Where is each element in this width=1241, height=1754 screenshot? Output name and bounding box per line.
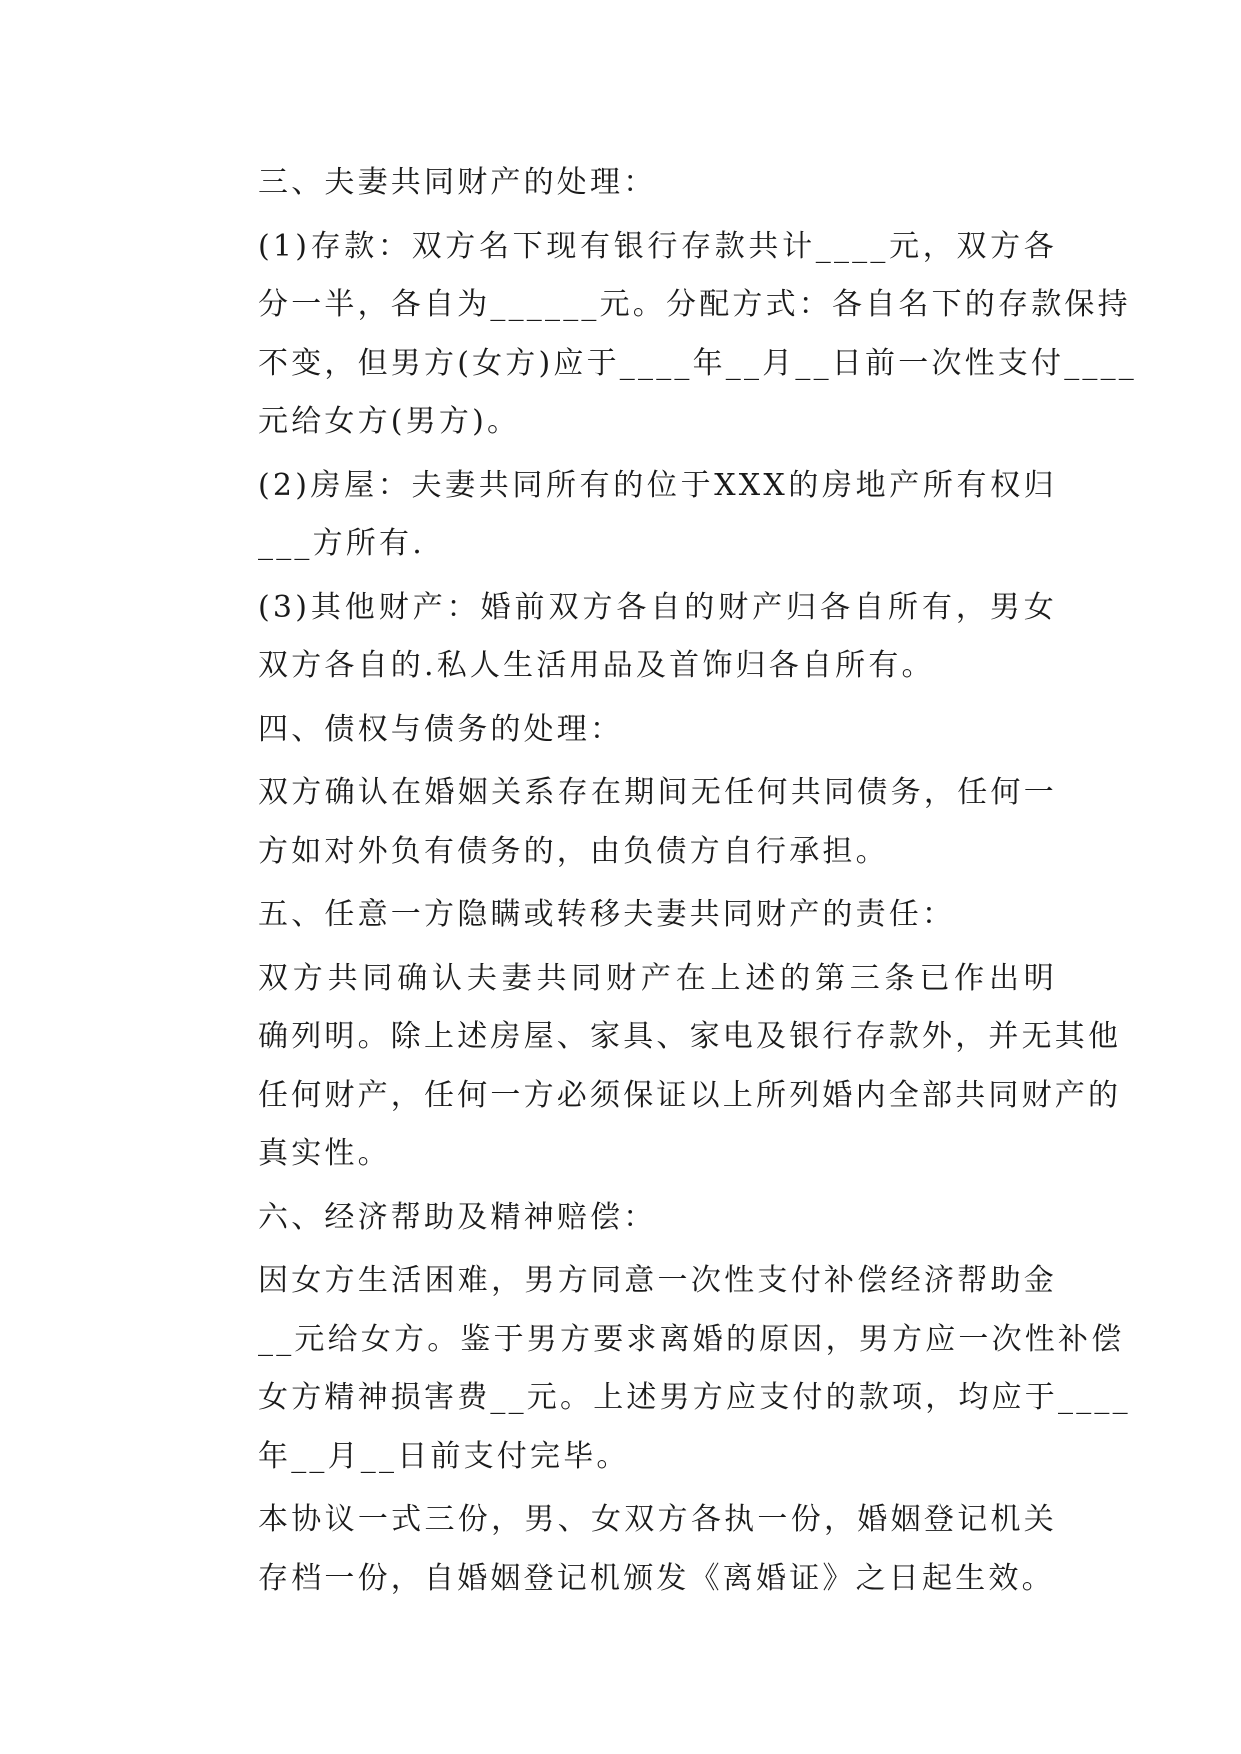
text-line: 六、经济帮助及精神赔偿： [258,1199,657,1235]
paragraph-other-property [192,579,1057,696]
text-line: 三、夫妻共同财产的处理： [258,165,657,200]
text-line: (2)房屋：夫妻共同所有的位于XXX的房地产所有权归 [258,467,1057,503]
text-line: ___方所有. [258,526,425,561]
paragraph-deposits [192,218,1138,452]
text-line: 元给女方(男方)。 [258,404,521,439]
text-line: 真实性。 [258,1136,391,1171]
text-line: (1)存款：双方名下现有银行存款共计____元，双方各 [258,228,1057,264]
section-heading-concealment [192,886,1057,945]
text-line: 分一半，各自为______元。分配方式：各自名下的存款保持 [258,287,1131,322]
paragraph-debts [192,764,1057,881]
text-line: __元给女方。鉴于男方要求离婚的原因，男方应一次性补偿 [258,1321,1125,1357]
paragraph-compensation [192,1252,1131,1486]
text-line: 双方各自的.私人生活用品及首饰归各自所有。 [258,648,935,683]
text-line: 任何财产，任何一方必须保证以上所列婚内全部共同财产的 [258,1077,1122,1113]
text-line: 双方确认在婚姻关系存在期间无任何共同债务，任何一 [258,775,1057,810]
text-line: 四、债权与债务的处理： [258,711,624,747]
document-body [192,154,1138,1613]
paragraph-house [192,457,1057,574]
text-line: 方如对外负有债务的，由负债方自行承担。 [258,833,889,869]
text-line: 双方共同确认夫妻共同财产在上述的第三条已作出明 [258,960,1057,996]
section-heading-compensation [192,1189,1057,1248]
text-line: 存档一份，自婚姻登记机颁发《离婚证》之日起生效。 [258,1560,1055,1596]
text-line: (3)其他财产：婚前双方各自的财产归各自所有，男女 [258,589,1057,625]
paragraph-closing [192,1491,1057,1608]
text-line: 本协议一式三份，男、女双方各执一份，婚姻登记机关 [258,1502,1057,1537]
text-line: 确列明。除上述房屋、家具、家电及银行存款外，并无其他 [258,1019,1122,1054]
text-line: 五、任意一方隐瞒或转移夫妻共同财产的责任： [258,897,956,932]
section-heading-debts [192,701,1057,760]
section-heading-property [192,154,1057,213]
paragraph-concealment [192,950,1122,1184]
text-line: 年__月__日前支付完毕。 [258,1438,630,1474]
text-line: 不变，但男方(女方)应于____年__月__日前一次性支付____ [258,345,1138,381]
text-line: 因女方生活困难，男方同意一次性支付补偿经济帮助金 [258,1263,1057,1298]
text-line: 女方精神损害费__元。上述男方应支付的款项，均应于____ [258,1380,1131,1415]
